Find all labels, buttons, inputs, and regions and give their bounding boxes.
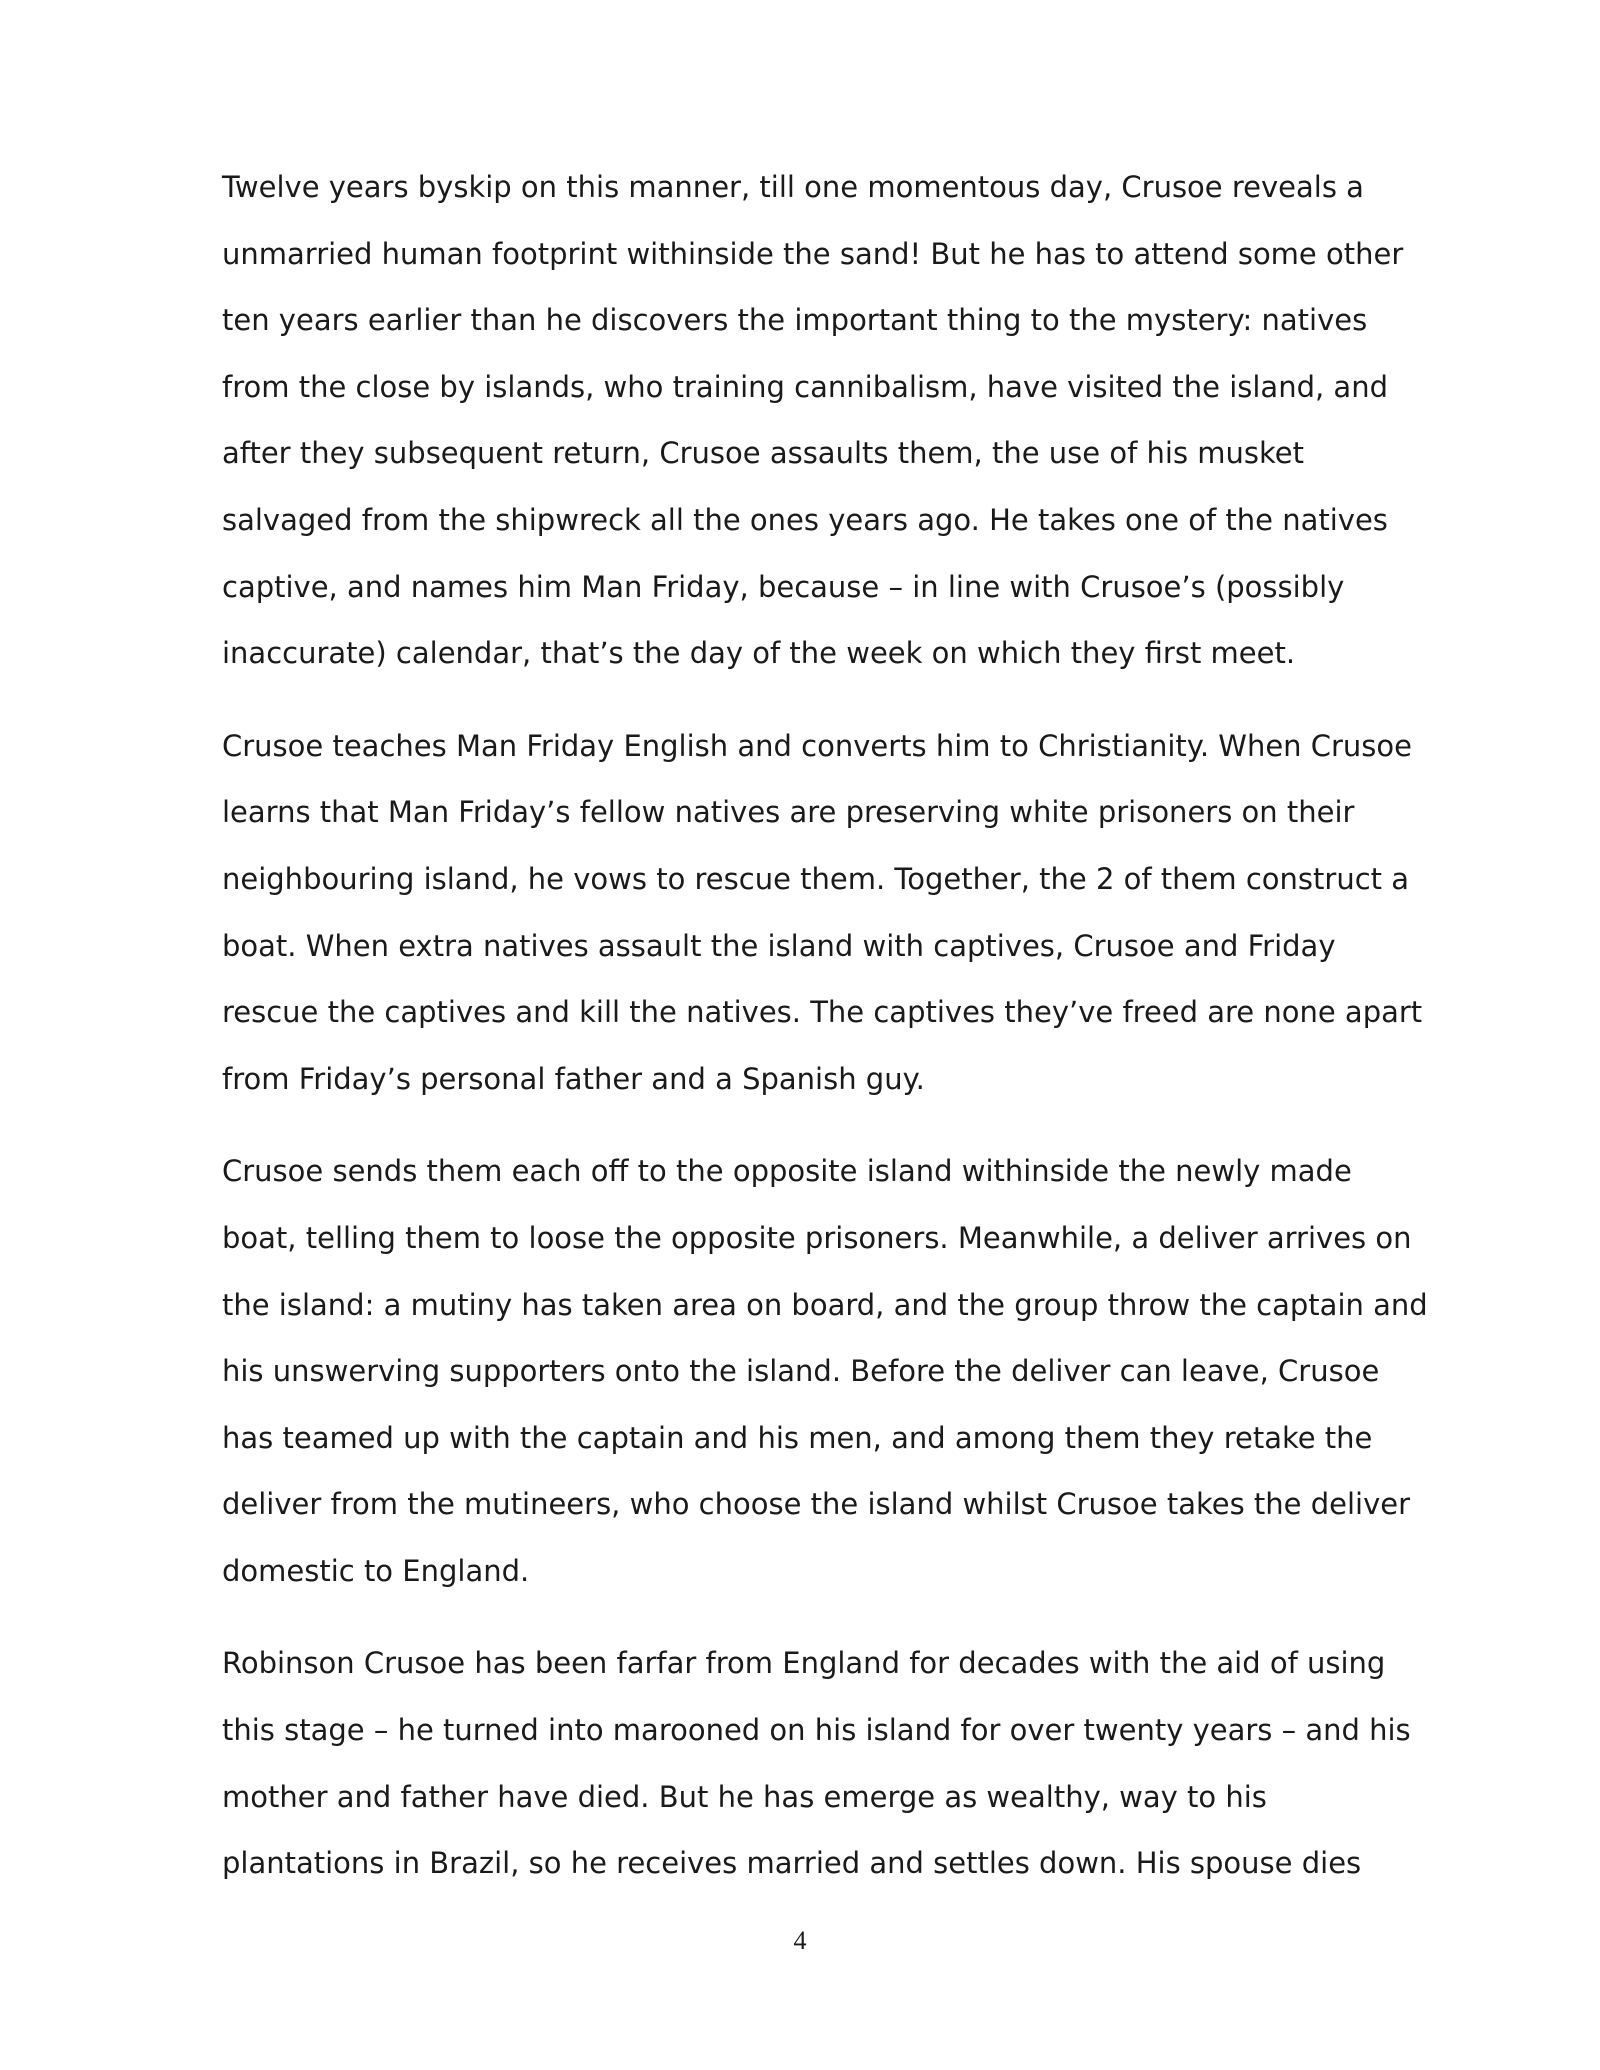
- text-line: plantations in Brazil, so he receives married and settles down. His spouse dies: [222, 1846, 1362, 1881]
- text-line: from Friday’s personal father and a Spanish guy.: [222, 1061, 925, 1096]
- body-text: [222, 154, 1472, 1897]
- page-number: 4: [793, 1926, 807, 1955]
- paragraph-4: [222, 1630, 1472, 1896]
- text-line: rescue the captives and kill the natives. The captives they’ve freed are none apart: [222, 995, 1423, 1030]
- text-line: ten years earlier than he discovers the important thing to the mystery: natives: [222, 303, 1368, 338]
- text-line: salvaged from the shipwreck all the ones years ago. He takes one of the natives: [222, 502, 1388, 537]
- text-line: deliver from the mutineers, who choose the island whilst Crusoe takes the deliver: [222, 1487, 1411, 1522]
- paragraph-3: [222, 1138, 1472, 1604]
- text-line: Twelve years byskip on this manner, till one momentous day, Crusoe reveals a: [222, 170, 1364, 204]
- text-line: this stage – he turned into marooned on his island for over twenty years – and his: [222, 1713, 1411, 1748]
- text-line: domestic to England.: [222, 1553, 530, 1588]
- text-line: boat. When extra natives assault the island with captives, Crusoe and Friday: [222, 928, 1336, 963]
- text-line: from the close by islands, who training cannibalism, have visited the island, and: [222, 369, 1388, 404]
- text-line: his unswerving supporters onto the island. Before the deliver can leave, Crusoe: [222, 1354, 1380, 1389]
- text-line: neighbouring island, he vows to rescue them. Together, the 2 of them construct a: [222, 861, 1410, 896]
- text-line: the island: a mutiny has taken area on board, and the group throw the captain and: [222, 1287, 1428, 1322]
- text-line: after they subsequent return, Crusoe assaults them, the use of his musket: [222, 436, 1304, 471]
- text-line: learns that Man Friday’s fellow natives are preserving white prisoners on their: [222, 795, 1355, 830]
- text-line: mother and father have died. But he has emerge as wealthy, way to his: [222, 1779, 1267, 1814]
- text-line: captive, and names him Man Friday, because – in line with Crusoe’s (possibly: [222, 569, 1345, 604]
- text-line: has teamed up with the captain and his men, and among them they retake the: [222, 1420, 1373, 1455]
- text-line: inaccurate) calendar, that’s the day of the week on which they first meet.: [222, 636, 1296, 671]
- paragraph-1: [222, 154, 1472, 687]
- text-line: unmarried human footprint withinside the sand! But he has to attend some other: [222, 236, 1404, 271]
- text-line: Crusoe sends them each off to the opposite island withinside the newly made: [222, 1154, 1352, 1189]
- text-line: boat, telling them to loose the opposite prisoners. Meanwhile, a deliver arrives on: [222, 1220, 1412, 1255]
- text-line: Crusoe teaches Man Friday English and converts him to Christianity. When Crusoe: [222, 728, 1413, 763]
- paragraph-2: [222, 713, 1472, 1113]
- text-line: Robinson Crusoe has been farfar from England for decades with the aid of using: [222, 1646, 1386, 1681]
